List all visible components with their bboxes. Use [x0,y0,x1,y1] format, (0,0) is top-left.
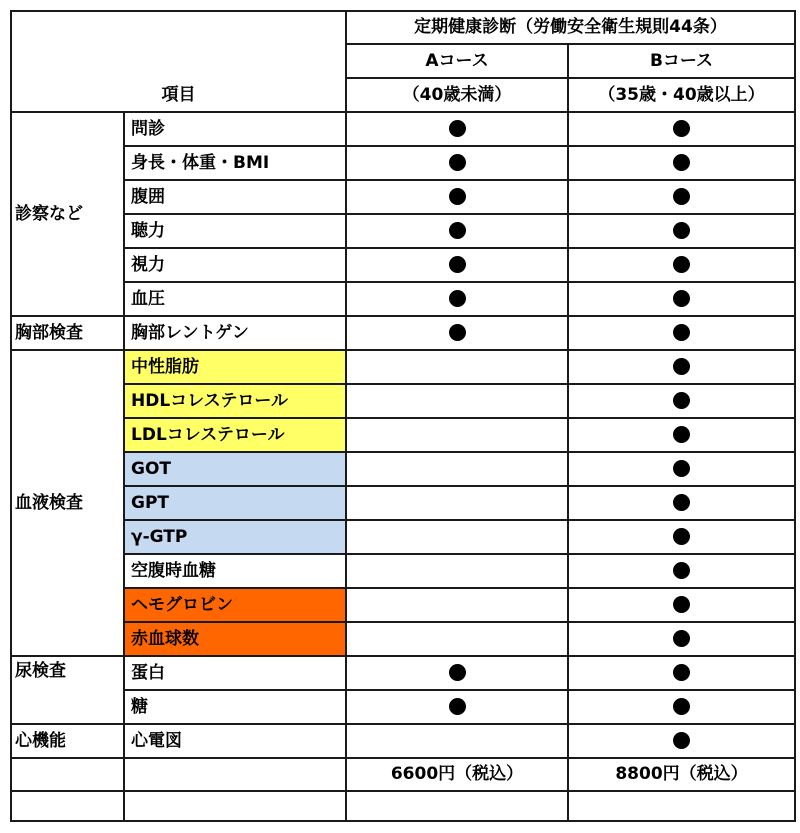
empty-cell [11,758,124,791]
price-b: 8800円（税込） [568,758,795,791]
mark-b [568,316,795,350]
course-a-age: （40歳未満） [346,78,568,112]
mark-b [568,690,795,724]
mark-b [568,384,795,418]
course-b-name: Bコース [568,44,795,78]
filled-circle-icon [673,460,690,477]
empty-cell [568,791,795,821]
filled-circle-icon [673,630,690,647]
mark-b [568,656,795,690]
item-name: LDLコレステロール [124,418,346,452]
item-name: 問診 [124,112,346,146]
mark-a [346,452,568,486]
filled-circle-icon [673,324,690,341]
empty-cell [124,758,346,791]
item-name: GOT [124,452,346,486]
filled-circle-icon [673,664,690,681]
mark-a [346,180,568,214]
filled-circle-icon [449,222,466,239]
filled-circle-icon [449,120,466,137]
item-name: GPT [124,486,346,520]
mark-b [568,248,795,282]
mark-a [346,384,568,418]
item-name: 胸部レントゲン [124,316,346,350]
filled-circle-icon [673,358,690,375]
group-kyobu: 胸部検査 [11,316,124,350]
filled-circle-icon [673,392,690,409]
filled-circle-icon [449,698,466,715]
item-name: 赤血球数 [124,622,346,656]
mark-a [346,350,568,384]
filled-circle-icon [673,256,690,273]
mark-a [346,486,568,520]
mark-b [568,554,795,588]
item-name: HDLコレステロール [124,384,346,418]
mark-a [346,214,568,248]
item-name: 蛋白 [124,656,346,690]
filled-circle-icon [449,290,466,307]
item-name: 中性脂肪 [124,350,346,384]
item-name: 視力 [124,248,346,282]
empty-cell [124,791,346,821]
filled-circle-icon [673,732,690,749]
mark-a [346,248,568,282]
mark-b [568,214,795,248]
mark-b [568,486,795,520]
item-name: 糖 [124,690,346,724]
group-nyo: 尿検査 [11,656,124,724]
header-checkup-title: 定期健康診断（労働安全衛生規則44条） [346,11,795,44]
mark-a [346,316,568,350]
header-item-label: 項目 [11,11,346,112]
mark-a [346,724,568,758]
checkup-table [10,10,796,822]
filled-circle-icon [673,222,690,239]
item-name: γ-GTP [124,520,346,554]
course-b-age: （35歳・40歳以上） [568,78,795,112]
item-name: 空腹時血糖 [124,554,346,588]
mark-b [568,452,795,486]
filled-circle-icon [673,290,690,307]
empty-cell [11,791,124,821]
mark-a [346,588,568,622]
filled-circle-icon [673,494,690,511]
mark-b [568,180,795,214]
item-name: 身長・体重・BMI [124,146,346,180]
filled-circle-icon [673,528,690,545]
mark-b [568,724,795,758]
filled-circle-icon [673,562,690,579]
filled-circle-icon [673,596,690,613]
filled-circle-icon [673,188,690,205]
mark-b [568,418,795,452]
mark-a [346,656,568,690]
mark-b [568,520,795,554]
item-name: 腹囲 [124,180,346,214]
filled-circle-icon [673,426,690,443]
mark-b [568,622,795,656]
mark-b [568,350,795,384]
item-name: 血圧 [124,282,346,316]
item-name: ヘモグロビン [124,588,346,622]
item-name: 聴力 [124,214,346,248]
mark-b [568,146,795,180]
price-a: 6600円（税込） [346,758,568,791]
filled-circle-icon [449,154,466,171]
filled-circle-icon [673,154,690,171]
mark-a [346,622,568,656]
group-shinkino: 心機能 [11,724,124,758]
mark-b [568,588,795,622]
filled-circle-icon [449,664,466,681]
mark-b [568,282,795,316]
mark-a [346,112,568,146]
filled-circle-icon [449,188,466,205]
mark-a [346,520,568,554]
filled-circle-icon [449,256,466,273]
mark-b [568,112,795,146]
group-shinsatsu: 診察など [11,112,124,316]
mark-a [346,554,568,588]
mark-a [346,282,568,316]
mark-a [346,690,568,724]
mark-a [346,418,568,452]
filled-circle-icon [673,698,690,715]
filled-circle-icon [449,324,466,341]
filled-circle-icon [673,120,690,137]
mark-a [346,146,568,180]
course-a-name: Aコース [346,44,568,78]
empty-cell [346,791,568,821]
item-name: 心電図 [124,724,346,758]
group-ketsueki: 血液検査 [11,350,124,656]
